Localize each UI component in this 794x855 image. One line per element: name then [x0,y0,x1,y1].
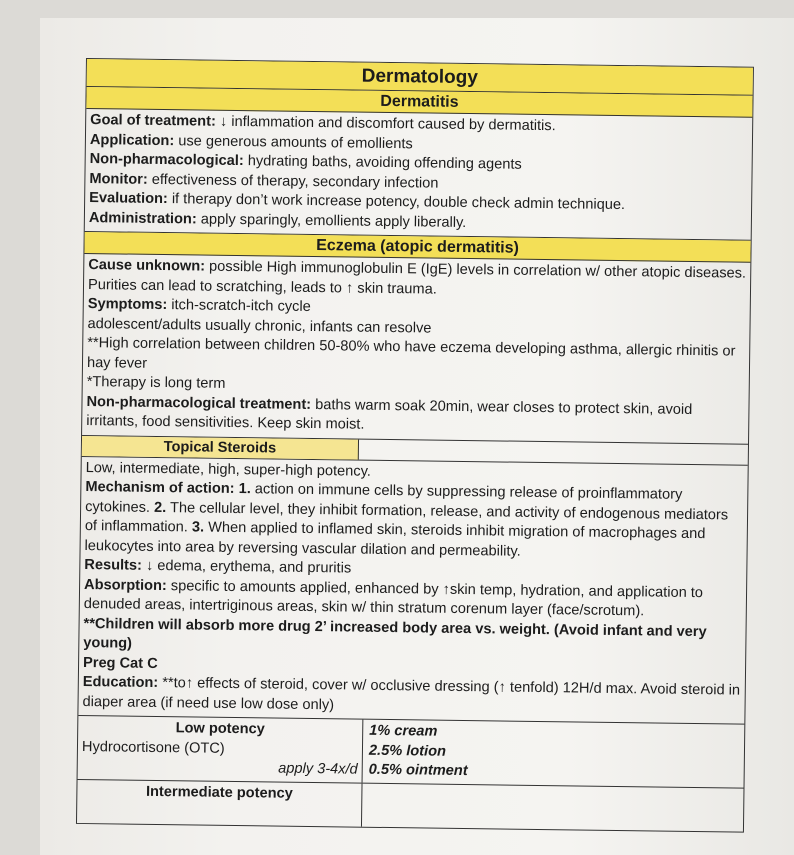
section-heading-dermatitis: Dermatitis [86,87,752,118]
application-label: Application: [89,131,175,149]
moa-2-label: 2. [149,499,167,516]
cause-text: possible High immunoglobulin E (IgE) levels in correlation w/ other atopic diseases. Purities can lead to scratching, leads to ↑ skin trauma. [87,258,747,298]
nonpharm-label: Non-pharmacological: [89,151,244,170]
education-text: **to↑ effects of steroid, cover w/ occlusive dressing (↑ tenfold) 12H/d max. Avoid steroid in diaper area (if need use low dose only) [82,674,741,713]
symptoms-label: Symptoms: [87,296,168,314]
hydrocortisone-dosing: apply 3-4x/d [278,760,358,778]
intermediate-potency-left-cell [77,779,363,826]
nonpharm-text: hydrating baths, avoiding offending agents [243,153,522,173]
table-title: Dermatology [87,59,753,96]
moa-3-text: When applied to inflamed skin, steroids inhibit migration of macrophages and leukocytes into area by reversing vascular dilation and permeability. [84,519,706,560]
topical-steroids-heading: Topical Steroids [82,435,359,459]
form-lotion: 2.5% lotion [368,742,447,760]
administration-label: Administration: [88,209,197,227]
therapy-line: *Therapy is long term [86,374,226,392]
chronic-line: adolescent/adults usually chronic, infants can resolve [87,315,432,337]
topical-steroids-section [78,456,747,724]
monitor-label: Monitor: [89,170,148,188]
moa-3-label: 3. [187,519,205,536]
results-label: Results: [84,557,143,574]
absorption-label: Absorption: [84,576,167,594]
low-potency-left-cell [78,716,364,782]
moa-label: Mechanism of action: [85,479,235,497]
low-potency-row [78,716,745,788]
section-heading-eczema: Eczema (atopic dermatitis) [84,232,750,263]
moa-line [84,478,744,565]
evaluation-label: Evaluation: [89,190,168,208]
hydrocortisone-label: Hydrocortisone (OTC) [81,738,225,757]
goal-label: Goal of treatment: [90,112,216,130]
form-ointment: 0.5% ointment [368,761,468,780]
application-text: use generous amounts of emollients [174,132,413,152]
symptoms-text: itch-scratch-itch cycle [167,297,311,315]
results-text: ↓ edema, erythema, and pruritis [141,557,352,577]
intermediate-blank-line [81,801,357,824]
intermediate-potency-right-cell [362,783,744,831]
monitor-text: effectiveness of therapy, secondary infection [147,171,439,192]
eczema-nonpharm-label: Non-pharmacological treatment: [86,393,312,413]
low-potency-heading: Low potency [175,720,265,738]
education-label: Education: [82,674,159,691]
potencies-line: Low, intermediate, high, super-high potency. [85,459,372,480]
moa-2-text: The cellular level, they inhibit formation, release, and activity of endogenous mediators of inflammation. [84,499,729,536]
preg-cat-line: Preg Cat C [82,654,158,672]
moa-1-text: action on immune cells by suppressing release of proinflammatory cytokines. [85,481,683,516]
dermatology-table [76,58,754,832]
eczema-nonpharm-text: baths warm soak 20min, wear closes to protect skin, avoid irritants, food sensitivities. Keep skin moist. [86,396,693,433]
intermediate-potency-heading: Intermediate potency [145,783,293,802]
goal-text: ↓ inflammation and discomfort caused by dermatitis. [215,113,556,135]
eczema-section [82,254,750,444]
cause-label: Cause unknown: [88,257,206,275]
moa-1-label: 1. [234,480,251,498]
intermediate-potency-row [77,779,744,831]
low-potency-forms-cell [363,720,745,787]
dermatitis-section [85,109,753,241]
children-line: **Children will absorb more drug 2’ increased body area vs. weight. (Avoid infant and very young) [83,615,707,652]
evaluation-text: if therapy don’t work increase potency, double check admin technique. [167,191,626,214]
administration-text: apply sparingly, emollients apply liberally. [196,210,467,231]
education-line [82,673,741,721]
correlation-line: **High correlation between children 50-80% who have eczema developing asthma, allergic rhinitis or hay fever [86,335,736,372]
absorption-text: specific to amounts applied, enhanced by ↑skin temp, hydration, and application to denuded areas, intertriginous areas, skin w/ thin stratum corenum layer (face/scrotum). [83,577,704,620]
form-cream: 1% cream [369,722,438,740]
eczema-nonpharm-line [86,393,745,441]
